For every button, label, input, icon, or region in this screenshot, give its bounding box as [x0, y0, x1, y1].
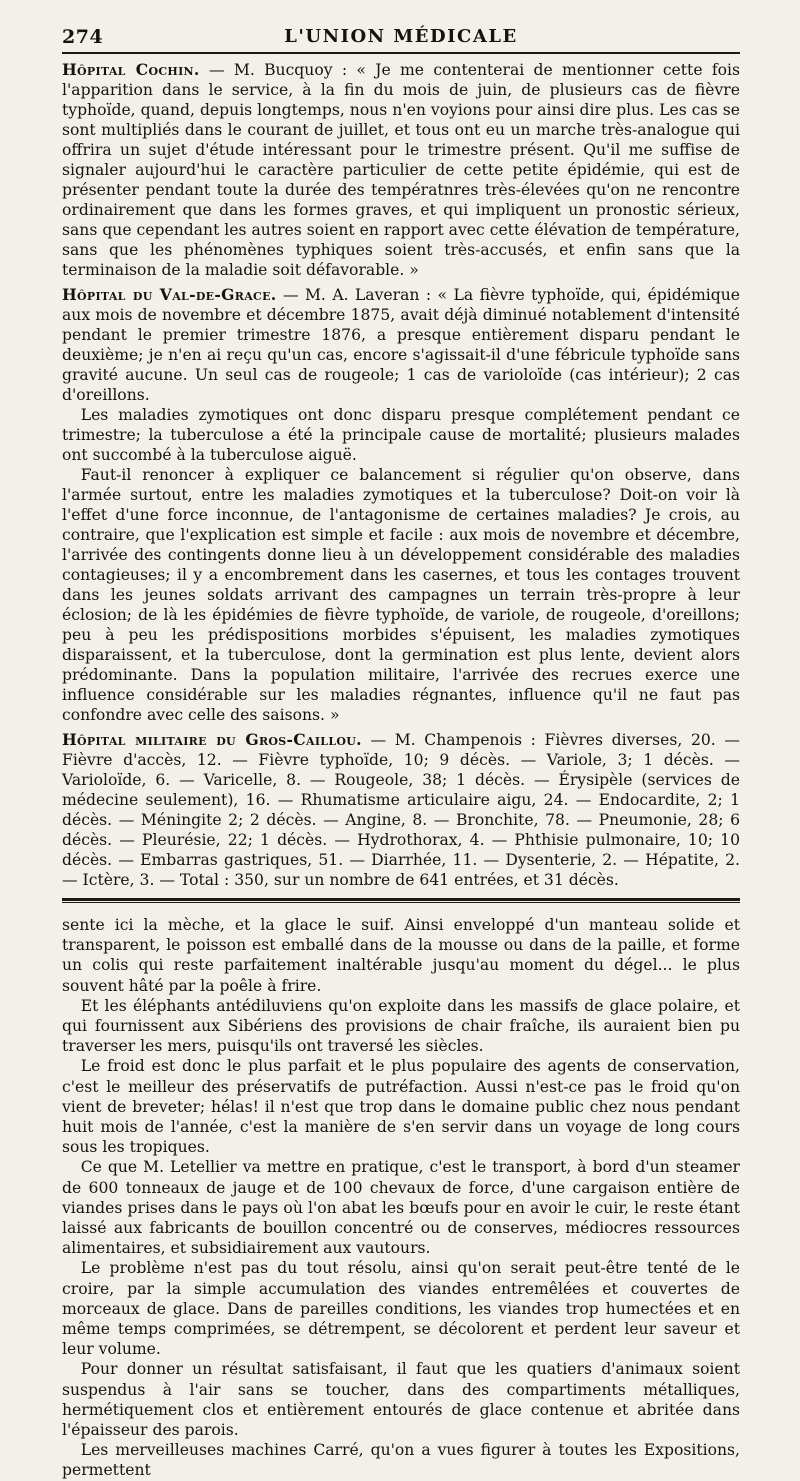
journal-title: L'UNION MÉDICALE — [284, 26, 518, 47]
feuilleton-divider-thin — [62, 902, 740, 903]
report-text: — M. A. Laveran : « La fièvre typhoïde, qui, épidémique aux mois de novembre et décembre 1875, avait déjà diminué notablement d'intensité pendant le premier trimestre 1876, a presque entièrement disparu pendant le deuxième; je n'en ai reçu qu'un cas, encore s'agissait-il d'une fébricule typhoïde sans gravité aucune. Un seul cas de rougeole; 1 cas de varioloïde (cas intérieur); 2 cas d'oreillons. — [62, 286, 741, 404]
paragraph: Les maladies zymotiques ont donc disparu presque complétement pendant ce trimestre; la tuberculose a été la principale cause de mortalité; plusieurs malades ont succombé à la tuberculose aiguë. — [62, 406, 740, 464]
page-number: 274 — [62, 26, 104, 48]
report-text: — M. Bucquoy : « Je me contenterai de mentionner cette fois l'apparition dans le service, à la fin du mois de juin, de plusieurs cas de fièvre typhoïde, quand, depuis longtemps, nous n'en voyions pour ainsi dire plus. Les cas se sont multipliés dans le courant de juillet, et tous ont eu un marche très-analogue qui offrira un sujet d'étude intéressant pour le trimestre présent. Qu'il me suffise de signaler aujourd'hui le caractère particulier de cette petite épidémie, qui est de présenter pendant toute la durée des températnres très-élevées qu'on ne rencontre ordinairement que dans les formes graves, et qui impliquent un pronostic sérieux, sans que cependant les autres soient en rapport avec cette élévation de température, sans que les phénomènes typhiques soient très-accusés, et enfin sans que la terminaison de la maladie soit défavorable. » — [62, 61, 740, 279]
hospital-name: Hôpital militaire du Gros-Caillou. — [62, 730, 362, 749]
paragraph: Le problème n'est pas du tout résolu, ainsi qu'on serait peut-être tenté de le croire, par la simple accumulation des viandes entremêlées et couvertes de morceaux de glace. Dans de pareilles conditions, les viandes trop humectées et en même temps comprimées, se détrempent, se décolorent et perdent leur saveur et leur volume. — [62, 1259, 740, 1359]
feuilleton-divider — [62, 898, 740, 901]
hospital-name: Hôpital du Val-de-Grace. — [62, 285, 277, 304]
hospital-reports — [62, 60, 740, 890]
feuilleton — [62, 915, 740, 1481]
paragraph: Faut-il renoncer à expliquer ce balancement si régulier qu'on observe, dans l'armée surtout, entre les maladies zymotiques et la tuberculose? Doit-on voir là l'effet d'une force inconnue, de l'antagonisme de certaines maladies? Je crois, au contraire, que l'explication est simple et facile : aux mois de novembre et décembre, l'arrivée des contingents donne lieu à un développement considérable des maladies contagieuses; il y a encombrement dans les casernes, et tous les contages trouvent dans les jeunes soldats arrivant des campagnes un terrain très-propre à leur éclosion; de là les épidémies de fièvre typhoïde, de variole, de rougeole, d'oreillons; peu à peu les prédispositions morbides s'épuisent, les maladies zymotiques disparaissent, et la tuberculose, dont la germination est plus lente, devient alors prédominante. Dans la population militaire, l'arrivée des recrues exerce une influence considérable sur les maladies régnantes, influence qu'il ne faut pas confondre avec celle des saisons. » — [62, 466, 740, 724]
paragraph: Les merveilleuses machines Carré, qu'on a vues figurer à toutes les Expositions, permettent — [62, 1441, 740, 1480]
paragraph: Et les éléphants antédiluviens qu'on exploite dans les massifs de glace polaire, et qui fournissent aux Sibériens des provisions de chair fraîche, ils auraient bien pu traverser les mers, puisqu'ils ont traversé les siècles. — [62, 996, 740, 1056]
paragraph: Pour donner un résultat satisfaisant, il faut que les quatiers d'animaux soient suspendus à l'air sans se toucher, dans des compartiments métalliques, hermétiquement clos et entièrement entourés de glace contenue et abritée dans l'épaisseur des parois. — [62, 1360, 740, 1440]
report-gros-caillou — [62, 730, 740, 890]
report-text: — M. Champenois : Fièvres diverses, 20. — Fièvre d'accès, 12. — Fièvre typhoïde, 10; 9 décès. — Variole, 3; 1 décès. — Varioloïde, 6. — Varicelle, 8. — Rougeole, 38; 1 décès. — Érysipèle (services de médecine seulement), 16. — Rhumatisme articulaire aigu, 24. — Endocardite, 2; 1 décès. — Méningite 2; 2 décès. — Angine, 8. — Bronchite, 78. — Pneumonie, 28; 6 décès. — Pleurésie, 22; 1 décès. — Hydrothorax, 4. — Phthisie pulmonaire, 10; 10 décès. — Embarras gastriques, 51. — Diarrhée, 11. — Dysenterie, 2. — Hépatite, 2. — Ictère, 3. — Total : 350, sur un nombre de 641 entrées, et 31 décès. — [62, 731, 740, 889]
hospital-name: Hôpital Cochin. — [62, 60, 200, 79]
running-head — [62, 22, 740, 54]
paragraph: Ce que M. Letellier va mettre en pratique, c'est le transport, à bord d'un steamer de 600 tonneaux de jauge et de 100 chevaux de force, d'une cargaison entière de viandes prises dans le pays où l'on abat les bœufs pour en avoir le cuir, le reste étant laissé aux fabricants de bouillon concentré ou de conserves, médiocres ressources alimentaires, et subsidiairement aux vautours. — [62, 1158, 740, 1258]
report-val-de-grace — [62, 285, 740, 405]
paragraph: Le froid est donc le plus parfait et le plus populaire des agents de conservation, c'est le meilleur des préservatifs de putréfaction. Aussi n'est-ce pas le froid qu'on vient de breveter; hélas! il n'est que trop dans le domaine public chez nous pendant huit mois de l'année, c'est la manière de s'en servir dans un voyage de long cours sous les tropiques. — [62, 1057, 740, 1157]
report-cochin — [62, 60, 740, 280]
paragraph: sente ici la mèche, et la glace le suif. Ainsi enveloppé d'un manteau solide et transparent, le poisson est emballé dans de la mousse ou dans de la paille, et forme un colis qui reste parfaitement inaltérable jusqu'au moment du dégel... le plus souvent hâté par la poêle à frire. — [62, 916, 740, 995]
